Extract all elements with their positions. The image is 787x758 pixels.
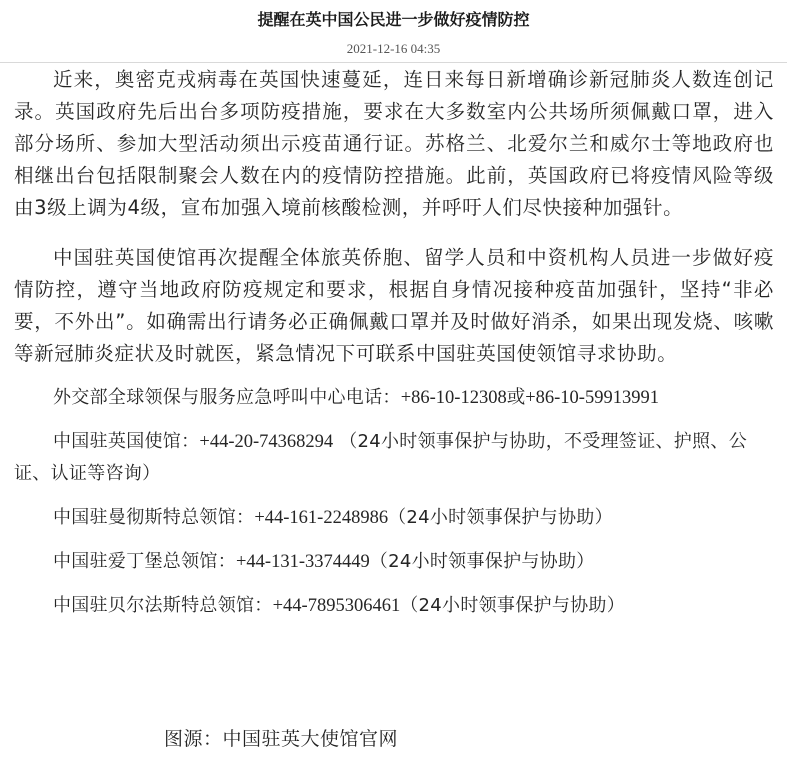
contact-consulate-belfast [14, 590, 774, 622]
contact-hotline [14, 382, 774, 414]
contact-label: 中国驻英国使馆： [53, 431, 200, 452]
contact-note: （24小时领事保护与协助，不受理签证、护照、公证、认证等咨询） [14, 431, 747, 484]
contact-label: 中国驻爱丁堡总领馆： [53, 551, 236, 572]
contact-note: （24小时领事保护与协助） [400, 595, 626, 616]
contact-note: （24小时领事保护与协助） [388, 507, 613, 528]
article-header [0, 0, 787, 63]
article-body [14, 64, 774, 622]
publish-date: 2021-12-16 04:35 [346, 41, 441, 56]
contact-consulate-edinburgh [14, 546, 774, 578]
contact-note: （24小时领事保护与协助） [369, 551, 595, 572]
contact-embassy-london [14, 426, 774, 490]
contact-number: +44-131-3374449 [236, 552, 370, 572]
paragraph-advice: 中国驻英国使馆再次提醒全体旅英侨胞、留学人员和中资机构人员进一步做好疫情防控，遵守当地政府防疫规定和要求，根据自身情况接种疫苗加强针，坚持“非必要，不外出”。如确需出行请务必正确佩戴口罩并及时做好消杀，如果出现发烧、咳嗽等新冠肺炎症状及时就医，紧急情况下可联系中国驻英国使领馆寻求协助。 [14, 246, 774, 365]
image-source-caption: 图源：中国驻英大使馆官网 [164, 728, 399, 750]
paragraph-intro: 近来，奥密克戎病毒在英国快速蔓延，连日来每日新增确诊新冠肺炎人数连创记录。英国政府先后出台多项防疫措施，要求在大多数室内公共场所须佩戴口罩，进入部分场所、参加大型活动须出示疫苗通行证。苏格兰、北爱尔兰和威尔士等地政府也相继出台包括限制聚会人数在内的疫情防控措施。此前，英国政府已将疫情风险等级由3级上调为4级，宣布加强入境前核酸检测，并呼吁人们尽快接种加强针。 [14, 68, 774, 219]
contact-label: 中国驻贝尔法斯特总领馆： [53, 595, 273, 616]
contact-number: +44-161-2248986 [254, 508, 389, 528]
contact-label: 外交部全球领保与服务应急呼叫中心电话： [53, 387, 401, 408]
contact-consulate-manchester [14, 502, 774, 534]
contact-number: +86-10-12308或+86-10-59913991 [400, 388, 659, 408]
contact-number: +44-7895306461 [272, 596, 401, 616]
contact-label: 中国驻曼彻斯特总领馆： [53, 507, 255, 528]
contact-number: +44-20-74368294 [199, 432, 334, 452]
article-title: 提醒在英中国公民进一步做好疫情防控 [257, 10, 530, 29]
